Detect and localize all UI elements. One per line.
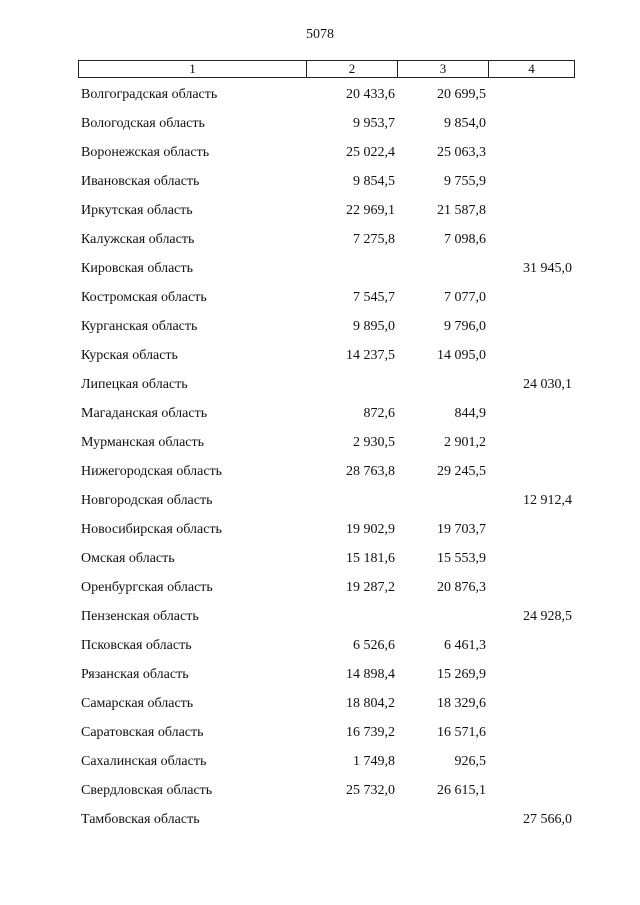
table-row: [78, 695, 575, 724]
table-row: [78, 144, 575, 173]
value-column-2: [306, 608, 395, 637]
value-column-2: [306, 376, 395, 405]
table-row: [78, 782, 575, 811]
table-row: [78, 347, 575, 376]
value-column-3: 15 269,9: [437, 667, 486, 682]
value-column-4: [486, 782, 572, 811]
value-column-4: [486, 405, 572, 434]
value-column-4: [486, 173, 572, 202]
value-column-3: 25 063,3: [437, 145, 486, 160]
region-name: Курганская область: [81, 319, 198, 334]
value-column-3: 15 553,9: [437, 551, 486, 566]
region-name: Новосибирская область: [81, 522, 222, 537]
region-name: Костромская область: [81, 290, 207, 305]
region-name: Сахалинская область: [81, 754, 207, 769]
value-column-4: [486, 86, 572, 115]
value-column-4: [486, 521, 572, 550]
value-column-3: 844,9: [454, 406, 486, 421]
table-row: [78, 492, 575, 521]
value-column-2: 16 739,2: [346, 725, 395, 740]
value-column-4: [486, 434, 572, 463]
value-column-2: [306, 492, 395, 521]
table-row: [78, 202, 575, 231]
value-column-3: 926,5: [454, 754, 486, 769]
value-column-2: 28 763,8: [346, 464, 395, 479]
region-name: Пензенская область: [81, 609, 199, 624]
table-row: [78, 521, 575, 550]
value-column-2: 25 022,4: [346, 145, 395, 160]
region-name: Воронежская область: [81, 145, 210, 160]
table-row: [78, 666, 575, 695]
value-column-4: [486, 115, 572, 144]
value-column-4: [486, 347, 572, 376]
value-column-2: 9 953,7: [353, 116, 395, 131]
value-column-2: 1 749,8: [353, 754, 395, 769]
value-column-4: 24 928,5: [523, 609, 572, 624]
table-row: [78, 753, 575, 782]
region-name: Иркутская область: [81, 203, 193, 218]
region-name: Омская область: [81, 551, 175, 566]
region-name: Псковская область: [81, 638, 192, 653]
table-row: [78, 115, 575, 144]
value-column-2: 9 854,5: [353, 174, 395, 189]
value-column-2: 872,6: [363, 406, 395, 421]
value-column-3: [395, 492, 486, 521]
table-row: [78, 260, 575, 289]
value-column-3: 9 796,0: [444, 319, 486, 334]
value-column-4: [486, 695, 572, 724]
region-name: Ивановская область: [81, 174, 200, 189]
value-column-3: 7 077,0: [444, 290, 486, 305]
table-row: [78, 811, 575, 840]
value-column-3: 9 755,9: [444, 174, 486, 189]
value-column-4: [486, 666, 572, 695]
column-header-1: 1: [79, 61, 307, 77]
region-name: Саратовская область: [81, 725, 204, 740]
table-row: [78, 579, 575, 608]
region-name: Оренбургская область: [81, 580, 213, 595]
table-row: [78, 608, 575, 637]
value-column-2: 9 895,0: [353, 319, 395, 334]
value-column-4: 12 912,4: [523, 493, 572, 508]
value-column-3: 6 461,3: [444, 638, 486, 653]
value-column-2: 2 930,5: [353, 435, 395, 450]
region-name: Вологодская область: [81, 116, 205, 131]
table-row: [78, 405, 575, 434]
region-name: Нижегородская область: [81, 464, 223, 479]
value-column-2: 22 969,1: [346, 203, 395, 218]
value-column-3: [395, 811, 486, 840]
table-row: [78, 289, 575, 318]
value-column-2: 19 287,2: [346, 580, 395, 595]
region-name: Мурманская область: [81, 435, 205, 450]
region-name: Тамбовская область: [81, 812, 200, 827]
value-column-3: 2 901,2: [444, 435, 486, 450]
value-column-2: 15 181,6: [346, 551, 395, 566]
value-column-3: [395, 260, 486, 289]
value-column-4: [486, 550, 572, 579]
table-header: [78, 60, 575, 78]
value-column-2: 7 545,7: [353, 290, 395, 305]
region-name: Свердловская область: [81, 783, 213, 798]
table-row: [78, 463, 575, 492]
value-column-4: [486, 463, 572, 492]
value-column-3: 16 571,6: [437, 725, 486, 740]
value-column-4: [486, 637, 572, 666]
table-row: [78, 550, 575, 579]
value-column-4: [486, 289, 572, 318]
value-column-3: [395, 608, 486, 637]
value-column-4: [486, 318, 572, 347]
data-table: [78, 60, 575, 827]
value-column-3: 29 245,5: [437, 464, 486, 479]
value-column-3: 18 329,6: [437, 696, 486, 711]
table-row: [78, 376, 575, 405]
value-column-3: 20 876,3: [437, 580, 486, 595]
value-column-3: 20 699,5: [437, 87, 486, 102]
table-row: [78, 318, 575, 347]
column-header-2: 2: [307, 61, 398, 77]
region-name: Рязанская область: [81, 667, 189, 682]
value-column-4: [486, 753, 572, 782]
value-column-4: [486, 724, 572, 753]
value-column-2: 25 732,0: [346, 783, 395, 798]
table-row: [78, 434, 575, 463]
region-name: Липецкая область: [81, 377, 188, 392]
column-header-4: 4: [528, 61, 535, 76]
value-column-3: [395, 376, 486, 405]
value-column-2: 19 902,9: [346, 522, 395, 537]
value-column-4: 27 566,0: [523, 812, 572, 827]
value-column-3: 21 587,8: [437, 203, 486, 218]
region-name: Волгоградская область: [81, 87, 218, 102]
table-row: [78, 173, 575, 202]
value-column-2: 7 275,8: [353, 232, 395, 247]
value-column-2: [306, 260, 395, 289]
value-column-4: [486, 579, 572, 608]
table-row: [78, 231, 575, 260]
table-row: [78, 724, 575, 753]
value-column-2: 14 898,4: [346, 667, 395, 682]
value-column-3: 9 854,0: [444, 116, 486, 131]
region-name: Самарская область: [81, 696, 194, 711]
region-name: Магаданская область: [81, 406, 208, 421]
region-name: Новгородская область: [81, 493, 213, 508]
value-column-2: 6 526,6: [353, 638, 395, 653]
region-name: Курская область: [81, 348, 178, 363]
value-column-4: [486, 202, 572, 231]
value-column-4: 24 030,1: [523, 377, 572, 392]
table-row: [78, 637, 575, 666]
value-column-2: [306, 811, 395, 840]
value-column-4: 31 945,0: [523, 261, 572, 276]
page-number: 5078: [306, 27, 334, 42]
value-column-3: 14 095,0: [437, 348, 486, 363]
value-column-2: 14 237,5: [346, 348, 395, 363]
table-body: [78, 86, 575, 840]
value-column-3: 26 615,1: [437, 783, 486, 798]
value-column-3: 19 703,7: [437, 522, 486, 537]
region-name: Калужская область: [81, 232, 195, 247]
column-header-3: 3: [398, 61, 489, 77]
region-name: Кировская область: [81, 261, 194, 276]
value-column-3: 7 098,6: [444, 232, 486, 247]
value-column-2: 18 804,2: [346, 696, 395, 711]
value-column-2: 20 433,6: [346, 87, 395, 102]
value-column-4: [486, 231, 572, 260]
table-row: [78, 86, 575, 115]
value-column-4: [486, 144, 572, 173]
